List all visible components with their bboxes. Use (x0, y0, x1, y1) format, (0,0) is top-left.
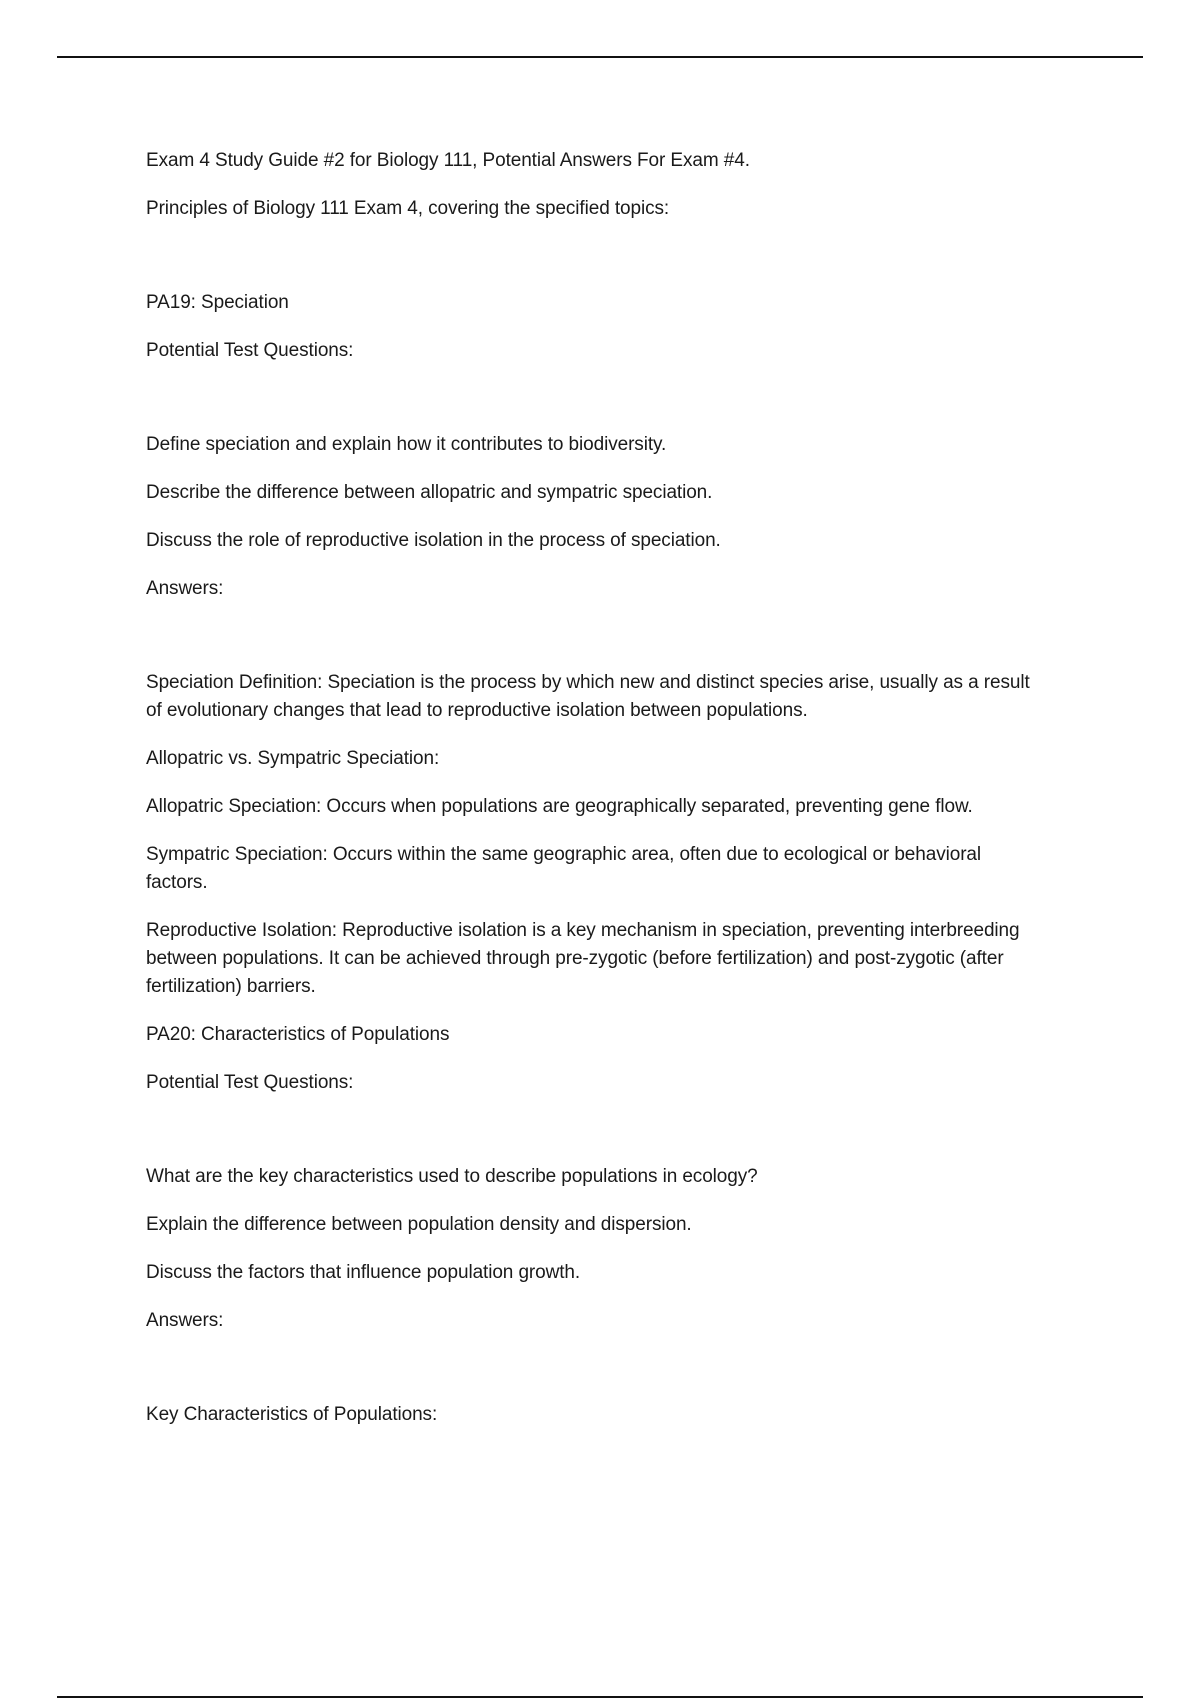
section-heading-pa19: PA19: Speciation (146, 292, 289, 313)
document-subtitle: Principles of Biology 111 Exam 4, covering the specified topics: (146, 198, 670, 219)
question-item: Discuss the factors that influence population growth. (146, 1262, 581, 1283)
footer-rule (57, 1696, 1143, 1698)
question-item: Define speciation and explain how it contributes to biodiversity. (146, 434, 667, 455)
questions-label-pa20: Potential Test Questions: (146, 1072, 354, 1093)
answer-item: Reproductive Isolation: Reproductive isolation is a key mechanism in speciation, preventing interbreeding between populations. It can be achieved through pre-zygotic (before fertilization) and post-zygotic (after fertilization) barriers. (146, 920, 1020, 997)
question-item: Discuss the role of reproductive isolation in the process of speciation. (146, 530, 721, 551)
questions-label-pa19: Potential Test Questions: (146, 340, 354, 361)
question-item: Explain the difference between population density and dispersion. (146, 1214, 692, 1235)
header-rule (57, 56, 1143, 58)
answer-item: Sympatric Speciation: Occurs within the same geographic area, often due to ecological or behavioral factors. (146, 844, 982, 893)
answers-label-pa20: Answers: (146, 1310, 224, 1331)
answers-label-pa19: Answers: (146, 578, 224, 599)
document-body (146, 147, 1046, 1429)
document-title: Exam 4 Study Guide #2 for Biology 111, Potential Answers For Exam #4. (146, 150, 750, 171)
answer-item: Allopatric vs. Sympatric Speciation: (146, 748, 440, 769)
answer-item: Speciation Definition: Speciation is the process by which new and distinct species arise, usually as a result of evolutionary changes that lead to reproductive isolation between populations. (146, 672, 1030, 721)
answer-item: Key Characteristics of Populations: (146, 1404, 438, 1425)
answer-item: Allopatric Speciation: Occurs when populations are geographically separated, preventing gene flow. (146, 796, 973, 817)
question-item: What are the key characteristics used to describe populations in ecology? (146, 1166, 758, 1187)
question-item: Describe the difference between allopatric and sympatric speciation. (146, 482, 713, 503)
section-heading-pa20: PA20: Characteristics of Populations (146, 1024, 450, 1045)
